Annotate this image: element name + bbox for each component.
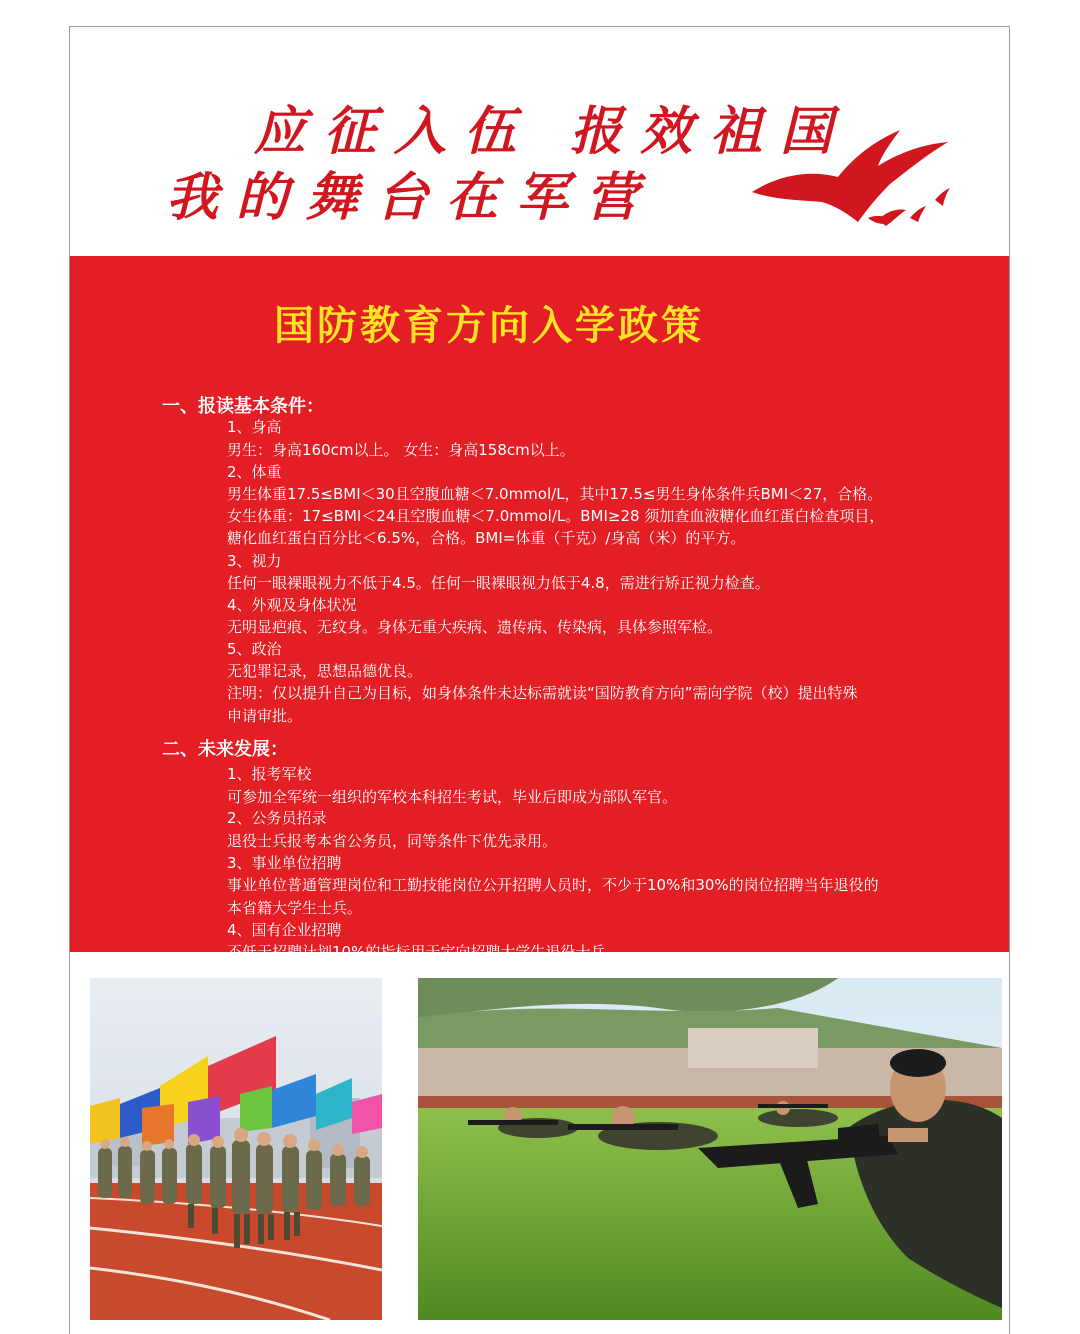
section1-line: 任何一眼裸眼视力不低于4.5。任何一眼裸眼视力低于4.8，需进行矫正视力检查。	[227, 574, 770, 592]
section1-line: 申请审批。	[227, 707, 303, 725]
poster-header	[70, 27, 1009, 256]
section1-line: 3、视力	[227, 552, 282, 570]
section1-line: 无犯罪记录，思想品德优良。	[227, 662, 423, 680]
rifle-training-photo	[418, 978, 1002, 1320]
section1-line: 无明显疤痕、无纹身。身体无重大疾病、遗传病、传染病，具体参照军检。	[227, 618, 723, 636]
section1-line: 男生：身高160cm以上。 女生：身高158cm以上。	[227, 441, 575, 459]
section1-line: 女生体重：17≤BMI＜24且空腹血糖＜7.0mmol/L。BMI≥28 须加查血液糖化血红蛋白检查项目，	[227, 507, 885, 525]
poster	[69, 26, 1010, 1334]
section2-line: 本省籍大学生士兵。	[227, 899, 363, 917]
section1-line: 4、外观及身体状况	[227, 596, 357, 614]
section1-line: 糖化血红蛋白百分比＜6.5%，合格。BMI=体重（千克）/身高（米）的平方。	[227, 529, 746, 547]
section1-line: 5、政治	[227, 640, 282, 658]
marching-photo	[90, 978, 382, 1320]
section-heading-future: 二、未来发展：	[162, 739, 288, 760]
section2-line: 3、事业单位招聘	[227, 854, 342, 872]
slogan-line-2: 我的舞台在军营	[166, 167, 657, 228]
slogan-line-1: 应征入伍 报效祖国	[254, 101, 851, 162]
section2-line: 1、报考军校	[227, 765, 312, 783]
policy-panel	[70, 256, 1009, 961]
section2-line: 不低于招聘计划10%的指标用于定向招聘大学生退役士兵。	[227, 943, 621, 961]
section2-line: 事业单位普通管理岗位和工勤技能岗位公开招聘人员时，不少于10%和30%的岗位招聘当年退役的	[227, 876, 879, 894]
dove-icon	[750, 122, 960, 232]
section2-line: 可参加全军统一组织的军校本科招生考试，毕业后即成为部队军官。	[227, 788, 678, 806]
section2-line: 2、公务员招录	[227, 809, 327, 827]
section1-line: 注明：仅以提升自己为目标，如身体条件未达标需就读“国防教育方向”需向学院（校）提出特殊	[227, 684, 858, 702]
section2-line: 4、国有企业招聘	[227, 921, 342, 939]
section1-line: 2、体重	[227, 463, 282, 481]
section1-line: 男生体重17.5≤BMI＜30且空腹血糖＜7.0mmol/L，其中17.5≤男生身体条件兵BMI＜27，合格。	[227, 485, 883, 503]
section2-line: 退役士兵报考本省公务员，同等条件下优先录用。	[227, 832, 558, 850]
section-heading-requirements: 一、报读基本条件：	[162, 396, 324, 417]
section1-line: 1、身高	[227, 418, 282, 436]
panel-title: 国防教育方向入学政策	[274, 303, 704, 349]
